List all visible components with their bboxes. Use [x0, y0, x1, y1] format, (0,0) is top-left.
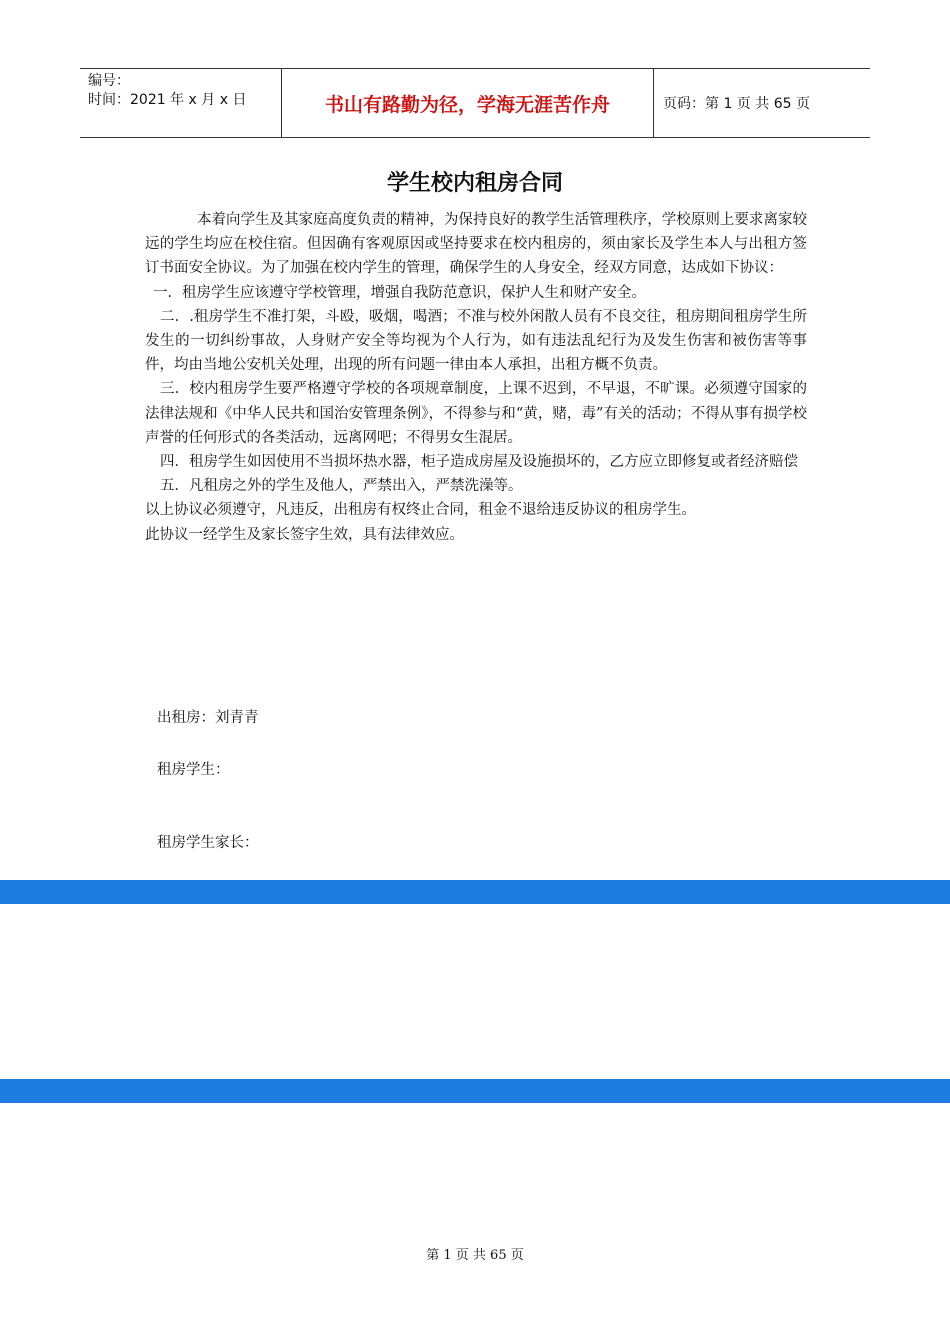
- header-motto: 书山有路勤为径，学海无涯苦作舟: [281, 69, 654, 137]
- clause-1: 一．租房学生应该遵守学校管理，增强自我防范意识，保护人生和财产安全。: [153, 284, 646, 301]
- page-footer: 第 1 页 共 65 页: [426, 1248, 524, 1263]
- header-page-info: 页码：第 1 页 共 65 页: [663, 96, 810, 112]
- divider-band-bottom: [0, 1079, 950, 1103]
- clause-2: 二．.租房学生不准打架，斗殴，吸烟，喝酒；不准与校外闲散人员有不良交往，租房期间租房学生所发生的一切纠纷事故，人身财产安全等均视为个人行为，如有违法乱纪行为及发生伤害和被伤害等事件，均由当地公安机关处理，出现的所有问题一律由本人承担，出租方概不负责。: [145, 308, 807, 374]
- clause-5: 五．凡租房之外的学生及他人，严禁出入，严禁洗澡等。: [160, 478, 523, 495]
- clause-3: 三．校内租房学生要严格遵守学校的各项规章制度，上课不迟到，不早退，不旷课。必须遵守国家的法律法规和《中华人民共和国治安管理条例》，不得参与和“黄，赌，毒”有关的活动；不得从事有损学校声誉的任何形式的各类活动，远离网吧；不得男女生混居。: [145, 381, 807, 446]
- divider-band-top: [0, 880, 950, 904]
- parent-signature: 租房学生家长：: [157, 835, 259, 851]
- intro-paragraph: 本着向学生及其家庭高度负责的精神，为保持良好的教学生活管理秩序，学校原则上要求离家较远的学生均应在校住宿。但因确有客观原因或坚持要求在校内租房的，须由家长及学生本人与出租方签订书面安全协议。为了加强在校内学生的管理，确保学生的人身安全，经双方同意，达成如下协议：: [145, 212, 807, 277]
- document-date: 时间：2021 年 x 月 x 日: [88, 92, 247, 108]
- landlord-signature: 出租房：刘青青: [157, 710, 259, 726]
- header-table: [80, 68, 870, 138]
- document-body: [145, 208, 807, 547]
- closing-paragraph-1: 以上协议必须遵守，凡违反，出租房有权终止合同，租金不退给违反协议的租房学生。: [145, 502, 696, 519]
- document-number-label: 编号：: [88, 73, 130, 89]
- header-meta: [80, 69, 281, 137]
- student-signature: 租房学生：: [157, 762, 230, 778]
- closing-paragraph-2: 此协议一经学生及家长签字生效，具有法律效应。: [145, 526, 464, 543]
- clause-4: 四．租房学生如因使用不当损坏热水器，柜子造成房屋及设施损坏的，乙方应立即修复或者经济赔偿: [160, 454, 798, 471]
- document-title: 学生校内租房合同: [386, 171, 563, 196]
